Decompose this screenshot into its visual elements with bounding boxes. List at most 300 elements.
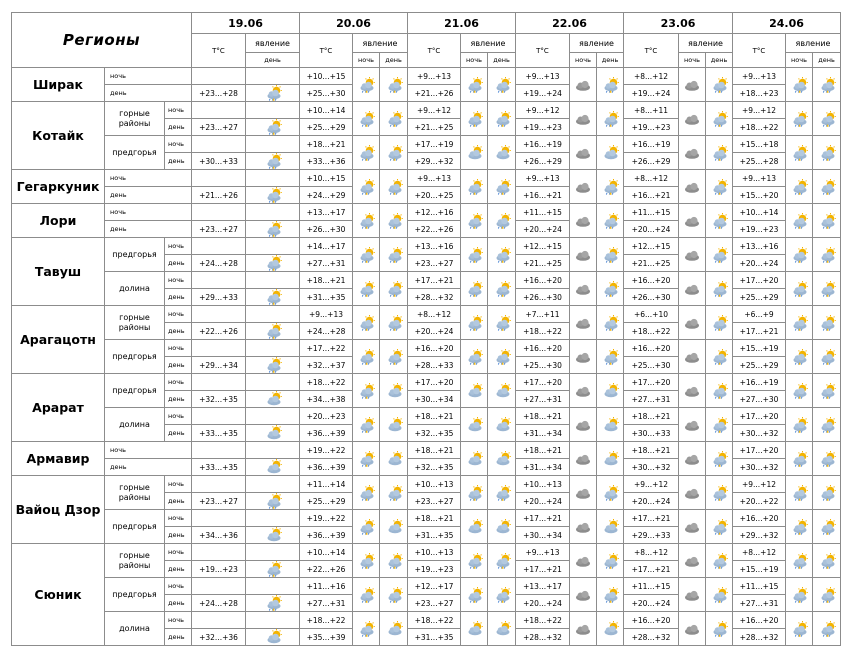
- temp-cell: +10...+13: [408, 544, 461, 561]
- night-icon-cell: [461, 476, 488, 510]
- day-icon-cell: [706, 238, 733, 272]
- temp-cell: +9...+13: [408, 170, 461, 187]
- day-icon-cell: [706, 408, 733, 442]
- night-label: ночь: [165, 612, 192, 629]
- temp-cell: +26...+30: [300, 221, 353, 238]
- day-icon-cell: [380, 340, 408, 374]
- day-label: день: [165, 561, 192, 578]
- day-label: день: [165, 289, 192, 306]
- day-icon-cell: [246, 289, 300, 306]
- day-icon-cell: [488, 510, 516, 544]
- cloud-icon: [574, 349, 592, 365]
- temp-cell: +17...+20: [733, 442, 786, 459]
- day-label: день: [105, 221, 192, 238]
- day-icon-cell: [488, 340, 516, 374]
- temp-cell-empty: [192, 374, 246, 391]
- night-label: ночь: [165, 578, 192, 595]
- day-icon-cell: [488, 476, 516, 510]
- cloud-icon: [574, 213, 592, 229]
- temp-cell: +24...+28: [192, 595, 246, 612]
- temp-cell: +25...+30: [300, 85, 353, 102]
- day-icon-cell: [813, 408, 841, 442]
- day-icon-cell: [706, 136, 733, 170]
- sun-cloud-rain-icon: [264, 153, 282, 169]
- cloud-icon: [683, 417, 701, 433]
- sun-cloud-rain-icon: [357, 383, 375, 399]
- sun-cloud-rain-icon: [710, 417, 728, 433]
- night-icon-cell: [679, 170, 706, 204]
- temp-cell: +16...+20: [624, 340, 679, 357]
- night-icon-cell: [786, 374, 813, 408]
- icon-cell-empty: [246, 544, 300, 561]
- sun-cloud-rain-icon: [818, 349, 836, 365]
- temp-cell: +31...+35: [300, 289, 353, 306]
- night-label: ночь: [165, 136, 192, 153]
- sun-cloud-rain-icon: [818, 213, 836, 229]
- temp-cell: +19...+22: [300, 510, 353, 527]
- temp-cell: +25...+30: [516, 357, 570, 374]
- temp-cell: +19...+23: [733, 221, 786, 238]
- sun-cloud-rain-icon: [385, 111, 403, 127]
- day-icon-cell: [488, 374, 516, 408]
- temp-cell: +20...+24: [624, 595, 679, 612]
- cloud-icon: [574, 77, 592, 93]
- cloud-icon: [683, 281, 701, 297]
- date-header: 23.06: [624, 13, 733, 34]
- temp-cell: +29...+32: [408, 153, 461, 170]
- day-label: день: [165, 357, 192, 374]
- temp-cell: +10...+14: [300, 544, 353, 561]
- temp-cell: +18...+22: [516, 612, 570, 629]
- day-icon-cell: [488, 238, 516, 272]
- temp-cell: +23...+27: [192, 493, 246, 510]
- cloud-icon: [574, 587, 592, 603]
- phenomenon-header: явление: [679, 34, 733, 53]
- day-icon-cell: [813, 306, 841, 340]
- cloud-icon: [574, 621, 592, 637]
- temp-cell: +28...+32: [516, 629, 570, 646]
- temp-header: Т°С: [624, 34, 679, 68]
- temp-header: Т°С: [516, 34, 570, 68]
- temp-cell: +10...+15: [300, 170, 353, 187]
- sun-cloud-rain-icon: [493, 553, 511, 569]
- night-label: ночь: [165, 306, 192, 323]
- temp-cell-empty: [192, 476, 246, 493]
- temp-cell: +31...+34: [516, 459, 570, 476]
- sun-cloud-rain-icon: [818, 111, 836, 127]
- day-icon-cell: [246, 425, 300, 442]
- day-icon-cell: [597, 306, 624, 340]
- sun-cloud-rain-icon: [385, 179, 403, 195]
- temp-cell: +17...+21: [733, 323, 786, 340]
- temp-cell: +16...+20: [733, 510, 786, 527]
- icon-cell-empty: [246, 102, 300, 119]
- sun-cloud-rain-icon: [818, 553, 836, 569]
- temp-cell: +16...+20: [624, 612, 679, 629]
- cloud-icon: [683, 315, 701, 331]
- day-label: день: [165, 323, 192, 340]
- sun-cloud-icon: [601, 621, 619, 637]
- temp-cell: +32...+35: [408, 459, 461, 476]
- sun-cloud-rain-icon: [790, 281, 808, 297]
- sun-cloud-rain-icon: [790, 349, 808, 365]
- temp-cell: +9...+13: [516, 170, 570, 187]
- night-icon-cell: [353, 340, 380, 374]
- temp-cell: +13...+17: [516, 578, 570, 595]
- night-icon-cell: [786, 136, 813, 170]
- day-icon-cell: [706, 578, 733, 612]
- sun-cloud-rain-icon: [465, 247, 483, 263]
- sun-cloud-icon: [493, 145, 511, 161]
- day-icon-cell: [706, 306, 733, 340]
- sun-cloud-rain-icon: [465, 77, 483, 93]
- night-icon-cell: [570, 612, 597, 646]
- temp-cell: +18...+21: [408, 408, 461, 425]
- temp-cell: +17...+21: [516, 561, 570, 578]
- sun-cloud-icon: [601, 417, 619, 433]
- night-icon-cell: [679, 204, 706, 238]
- icon-cell-empty: [246, 476, 300, 493]
- temp-cell: +10...+14: [733, 204, 786, 221]
- temp-cell: +11...+15: [624, 578, 679, 595]
- temp-cell: +28...+32: [733, 629, 786, 646]
- temp-cell: +28...+32: [624, 629, 679, 646]
- temp-cell: +17...+21: [624, 561, 679, 578]
- temp-cell: +30...+33: [192, 153, 246, 170]
- night-icon-cell: [570, 442, 597, 476]
- temp-cell: +18...+21: [300, 136, 353, 153]
- night-icon-cell: [570, 306, 597, 340]
- day-icon-cell: [488, 68, 516, 102]
- sun-cloud-rain-icon: [601, 213, 619, 229]
- sun-cloud-rain-icon: [465, 553, 483, 569]
- temp-cell: +25...+29: [300, 119, 353, 136]
- day-icon-cell: [246, 187, 300, 204]
- temp-cell: +9...+12: [624, 476, 679, 493]
- temp-cell: +30...+32: [733, 459, 786, 476]
- temp-cell: +9...+13: [733, 68, 786, 85]
- sun-cloud-rain-icon: [385, 315, 403, 331]
- temp-cell: +18...+21: [408, 442, 461, 459]
- night-icon-cell: [353, 510, 380, 544]
- night-icon-cell: [461, 374, 488, 408]
- sun-cloud-rain-icon: [493, 349, 511, 365]
- sun-cloud-icon: [385, 451, 403, 467]
- night-label: ночь: [105, 204, 192, 221]
- night-icon-cell: [570, 272, 597, 306]
- night-icon-cell: [570, 340, 597, 374]
- sun-cloud-rain-icon: [790, 145, 808, 161]
- region-name: Арагацотн: [12, 306, 105, 374]
- night-icon-cell: [461, 68, 488, 102]
- sun-cloud-rain-icon: [493, 179, 511, 195]
- night-icon-cell: [353, 374, 380, 408]
- temp-cell: +34...+38: [300, 391, 353, 408]
- day-icon-cell: [246, 595, 300, 612]
- night-icon-cell: [786, 340, 813, 374]
- sun-cloud-rain-icon: [493, 485, 511, 501]
- temp-cell: +21...+25: [516, 255, 570, 272]
- temp-cell: +20...+24: [516, 221, 570, 238]
- day-icon-cell: [597, 136, 624, 170]
- sun-cloud-icon: [385, 519, 403, 535]
- temp-cell: +21...+25: [408, 119, 461, 136]
- night-icon-cell: [786, 510, 813, 544]
- day-icon-cell: [380, 306, 408, 340]
- forecast-table: [11, 12, 841, 646]
- day-label: день: [165, 255, 192, 272]
- day-icon-cell: [380, 612, 408, 646]
- temp-cell: +16...+21: [624, 187, 679, 204]
- night-icon-cell: [570, 204, 597, 238]
- sun-cloud-icon: [264, 527, 282, 543]
- sun-cloud-rain-icon: [385, 247, 403, 263]
- sun-cloud-icon: [465, 519, 483, 535]
- temp-cell: +17...+20: [516, 374, 570, 391]
- sun-cloud-rain-icon: [601, 349, 619, 365]
- sun-cloud-rain-icon: [601, 77, 619, 93]
- day-icon-cell: [380, 102, 408, 136]
- temp-cell: +29...+32: [733, 527, 786, 544]
- temp-cell: +30...+32: [733, 425, 786, 442]
- temp-cell: +25...+29: [733, 289, 786, 306]
- night-icon-cell: [353, 306, 380, 340]
- icon-cell-empty: [246, 442, 300, 459]
- night-icon-cell: [679, 612, 706, 646]
- temp-cell-empty: [192, 238, 246, 255]
- sun-cloud-rain-icon: [493, 247, 511, 263]
- sun-cloud-rain-icon: [601, 587, 619, 603]
- day-icon-cell: [706, 272, 733, 306]
- night-icon-cell: [786, 408, 813, 442]
- temp-cell: +18...+21: [516, 408, 570, 425]
- day-label: день: [165, 493, 192, 510]
- icon-cell-empty: [246, 170, 300, 187]
- day-label: день: [105, 459, 192, 476]
- day-icon-cell: [813, 68, 841, 102]
- night-icon-cell: [353, 476, 380, 510]
- night-icon-cell: [679, 510, 706, 544]
- day-icon-cell: [706, 340, 733, 374]
- sun-cloud-rain-icon: [264, 323, 282, 339]
- sun-cloud-rain-icon: [357, 145, 375, 161]
- sun-cloud-rain-icon: [465, 111, 483, 127]
- day-icon-cell: [380, 68, 408, 102]
- day-icon-cell: [597, 374, 624, 408]
- night-icon-cell: [570, 170, 597, 204]
- sun-cloud-rain-icon: [601, 485, 619, 501]
- temp-cell: +18...+21: [624, 442, 679, 459]
- temp-cell: +18...+22: [516, 323, 570, 340]
- sun-cloud-rain-icon: [357, 451, 375, 467]
- night-header: ночь: [353, 53, 380, 68]
- day-icon-cell: [813, 204, 841, 238]
- night-icon-cell: [461, 170, 488, 204]
- day-icon-cell: [813, 442, 841, 476]
- night-icon-cell: [679, 102, 706, 136]
- day-icon-cell: [597, 544, 624, 578]
- night-label: ночь: [165, 238, 192, 255]
- sun-cloud-rain-icon: [357, 111, 375, 127]
- sun-cloud-icon: [601, 451, 619, 467]
- day-icon-cell: [380, 272, 408, 306]
- night-icon-cell: [461, 442, 488, 476]
- temp-cell: +11...+15: [516, 204, 570, 221]
- date-header: 22.06: [516, 13, 624, 34]
- sun-cloud-icon: [601, 145, 619, 161]
- temp-cell: +18...+21: [408, 510, 461, 527]
- temp-cell: +14...+17: [300, 238, 353, 255]
- sun-cloud-rain-icon: [493, 587, 511, 603]
- day-icon-cell: [380, 238, 408, 272]
- temp-cell: +9...+12: [516, 102, 570, 119]
- sun-cloud-rain-icon: [465, 485, 483, 501]
- sun-cloud-icon: [264, 425, 282, 441]
- sun-cloud-rain-icon: [357, 281, 375, 297]
- day-label: день: [105, 187, 192, 204]
- cloud-icon: [683, 587, 701, 603]
- temp-cell: +25...+30: [624, 357, 679, 374]
- icon-cell-empty: [246, 306, 300, 323]
- night-icon-cell: [461, 272, 488, 306]
- night-icon-cell: [570, 238, 597, 272]
- temp-cell: +8...+12: [408, 306, 461, 323]
- sun-cloud-rain-icon: [790, 383, 808, 399]
- sun-cloud-rain-icon: [790, 621, 808, 637]
- sun-cloud-rain-icon: [790, 587, 808, 603]
- subregion-label: предгорья: [105, 238, 165, 272]
- temp-cell: +18...+22: [733, 119, 786, 136]
- night-icon-cell: [461, 204, 488, 238]
- sun-cloud-rain-icon: [357, 247, 375, 263]
- sun-cloud-rain-icon: [790, 315, 808, 331]
- temp-cell-empty: [192, 510, 246, 527]
- day-icon-cell: [706, 442, 733, 476]
- night-icon-cell: [570, 578, 597, 612]
- sun-cloud-rain-icon: [357, 179, 375, 195]
- night-icon-cell: [786, 578, 813, 612]
- temp-cell: +19...+23: [516, 119, 570, 136]
- sun-cloud-rain-icon: [818, 247, 836, 263]
- night-icon-cell: [786, 544, 813, 578]
- subregion-label: горные районы: [105, 306, 165, 340]
- temp-cell: +30...+32: [624, 459, 679, 476]
- temp-cell: +12...+15: [624, 238, 679, 255]
- sun-cloud-rain-icon: [818, 621, 836, 637]
- day-icon-cell: [246, 153, 300, 170]
- temp-cell: +16...+20: [624, 272, 679, 289]
- temp-cell: +16...+19: [516, 136, 570, 153]
- temp-cell: +26...+30: [624, 289, 679, 306]
- temp-cell: +25...+29: [733, 357, 786, 374]
- icon-cell-empty: [246, 374, 300, 391]
- temp-cell: +20...+24: [624, 221, 679, 238]
- temp-cell-empty: [192, 136, 246, 153]
- sun-cloud-rain-icon: [818, 587, 836, 603]
- day-icon-cell: [380, 374, 408, 408]
- sun-cloud-rain-icon: [710, 281, 728, 297]
- temp-cell: +31...+35: [408, 629, 461, 646]
- sun-cloud-icon: [493, 383, 511, 399]
- night-icon-cell: [570, 374, 597, 408]
- temp-cell: +9...+13: [408, 68, 461, 85]
- temp-cell: +12...+16: [408, 204, 461, 221]
- night-icon-cell: [353, 408, 380, 442]
- night-label: ночь: [165, 102, 192, 119]
- day-icon-cell: [706, 544, 733, 578]
- sun-cloud-rain-icon: [601, 111, 619, 127]
- temp-cell: +26...+29: [516, 153, 570, 170]
- day-icon-cell: [488, 306, 516, 340]
- night-icon-cell: [353, 612, 380, 646]
- region-name: Гегаркуник: [12, 170, 105, 204]
- night-header: ночь: [679, 53, 706, 68]
- night-icon-cell: [679, 68, 706, 102]
- sun-cloud-icon: [493, 621, 511, 637]
- day-icon-cell: [597, 612, 624, 646]
- subregion-label: предгорья: [105, 374, 165, 408]
- day-icon-cell: [380, 408, 408, 442]
- sun-cloud-rain-icon: [710, 111, 728, 127]
- temp-cell: +25...+28: [733, 153, 786, 170]
- temp-cell: +28...+33: [408, 357, 461, 374]
- sun-cloud-rain-icon: [818, 417, 836, 433]
- temp-cell: +16...+20: [733, 612, 786, 629]
- night-icon-cell: [461, 544, 488, 578]
- day-icon-cell: [813, 272, 841, 306]
- day-header: день: [488, 53, 516, 68]
- temp-cell: +26...+30: [516, 289, 570, 306]
- sun-cloud-rain-icon: [264, 187, 282, 203]
- day-label: день: [165, 153, 192, 170]
- sun-cloud-rain-icon: [818, 485, 836, 501]
- sun-cloud-icon: [385, 417, 403, 433]
- day-icon-cell: [380, 578, 408, 612]
- icon-cell-empty: [246, 408, 300, 425]
- sun-cloud-rain-icon: [493, 281, 511, 297]
- day-icon-cell: [380, 442, 408, 476]
- sun-cloud-rain-icon: [357, 349, 375, 365]
- night-label: ночь: [105, 170, 192, 187]
- night-icon-cell: [679, 544, 706, 578]
- night-icon-cell: [570, 68, 597, 102]
- night-icon-cell: [570, 476, 597, 510]
- temp-cell: +29...+33: [192, 289, 246, 306]
- day-icon-cell: [488, 170, 516, 204]
- day-icon-cell: [488, 408, 516, 442]
- cloud-icon: [683, 77, 701, 93]
- temp-cell: +13...+16: [408, 238, 461, 255]
- temp-cell: +31...+35: [408, 527, 461, 544]
- day-icon-cell: [597, 476, 624, 510]
- temp-cell: +16...+20: [516, 340, 570, 357]
- sun-cloud-rain-icon: [710, 213, 728, 229]
- cloud-icon: [683, 111, 701, 127]
- cloud-icon: [574, 451, 592, 467]
- night-icon-cell: [353, 102, 380, 136]
- temp-cell: +20...+24: [516, 493, 570, 510]
- sun-cloud-rain-icon: [601, 281, 619, 297]
- sun-cloud-rain-icon: [385, 349, 403, 365]
- cloud-icon: [574, 111, 592, 127]
- night-icon-cell: [461, 238, 488, 272]
- sun-cloud-rain-icon: [264, 561, 282, 577]
- icon-cell-empty: [246, 340, 300, 357]
- temp-cell: +36...+39: [300, 459, 353, 476]
- sun-cloud-icon: [264, 391, 282, 407]
- temp-header: Т°С: [300, 34, 353, 68]
- sun-cloud-rain-icon: [357, 621, 375, 637]
